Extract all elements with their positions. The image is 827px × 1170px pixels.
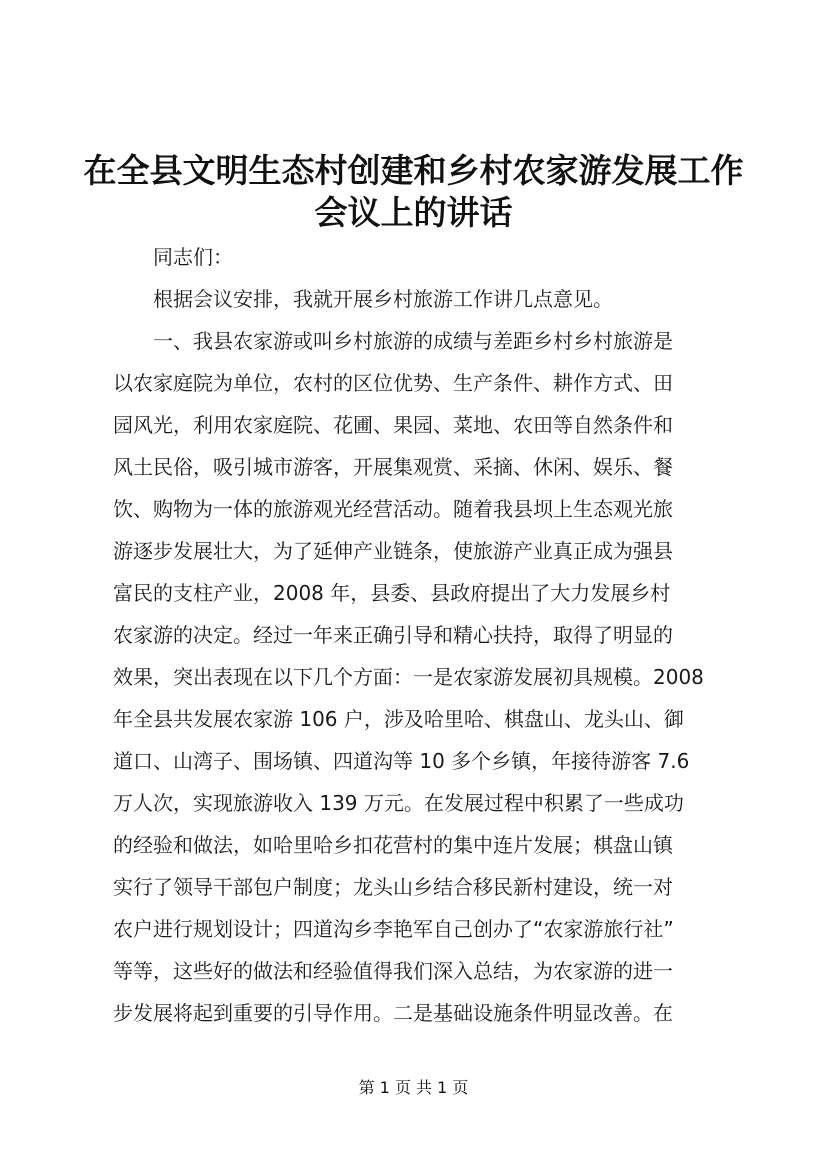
text-line: 园风光，利用农家庭院、花圃、果园、菜地、农田等自然条件和 (113, 413, 673, 437)
text-line: 游逐步发展壮大，为了延伸产业链条，使旅游产业真正成为强县 (113, 539, 673, 563)
text-line: 年全县共发展农家游 106 户，涉及哈里哈、棋盘山、龙头山、御 (113, 707, 684, 731)
text-line: 农户进行规划设计；四道沟乡李艳军自己创办了“农家游旅行社” (113, 917, 674, 941)
text-line: 道口、山湾子、围场镇、四道沟等 10 多个乡镇，年接待游客 7.6 (113, 749, 690, 773)
text-line: 万人次，实现旅游收入 139 万元。在发展过程中积累了一些成功 (113, 791, 684, 815)
document-title (60, 150, 767, 234)
text-line: 根据会议安排，我就开展乡村旅游工作讲几点意见。 (153, 287, 613, 311)
text-line: 以农家庭院为单位，农村的区位优势、生产条件、耕作方式、田 (113, 371, 673, 395)
document-body (113, 236, 713, 1034)
paragraph-lines (113, 278, 713, 1034)
text-line: 风土民俗，吸引城市游客，开展集观赏、采摘、休闲、娱乐、餐 (113, 455, 673, 479)
text-line: 农家游的决定。经过一年来正确引导和精心扶持，取得了明显的 (113, 623, 673, 647)
text-line: 效果，突出表现在以下几个方面：一是农家游发展初具规模。2008 (113, 665, 704, 689)
text-line: 饮、购物为一体的旅游观光经营活动。随着我县坝上生态观光旅 (113, 497, 673, 521)
text-line: 步发展将起到重要的引导作用。二是基础设施条件明显改善。在 (113, 1001, 673, 1025)
title-line: 会议上的讲话 (314, 193, 513, 232)
salutation: 同志们： (153, 245, 233, 269)
text-line: 等等，这些好的做法和经验值得我们深入总结，为农家游的进一 (113, 959, 673, 983)
text-line: 一、我县农家游或叫乡村旅游的成绩与差距乡村乡村旅游是 (153, 329, 673, 353)
text-line: 的经验和做法，如哈里哈乡扣花营村的集中连片发展；棋盘山镇 (113, 833, 673, 857)
page-footer: 第 1 页 共 1 页 (358, 1078, 469, 1097)
text-line: 富民的支柱产业，2008 年，县委、县政府提出了大力发展乡村 (113, 581, 671, 605)
title-line: 在全县文明生态村创建和乡村农家游发展工作 (83, 151, 744, 190)
text-line: 实行了领导干部包户制度；龙头山乡结合移民新村建设，统一对 (113, 875, 673, 899)
